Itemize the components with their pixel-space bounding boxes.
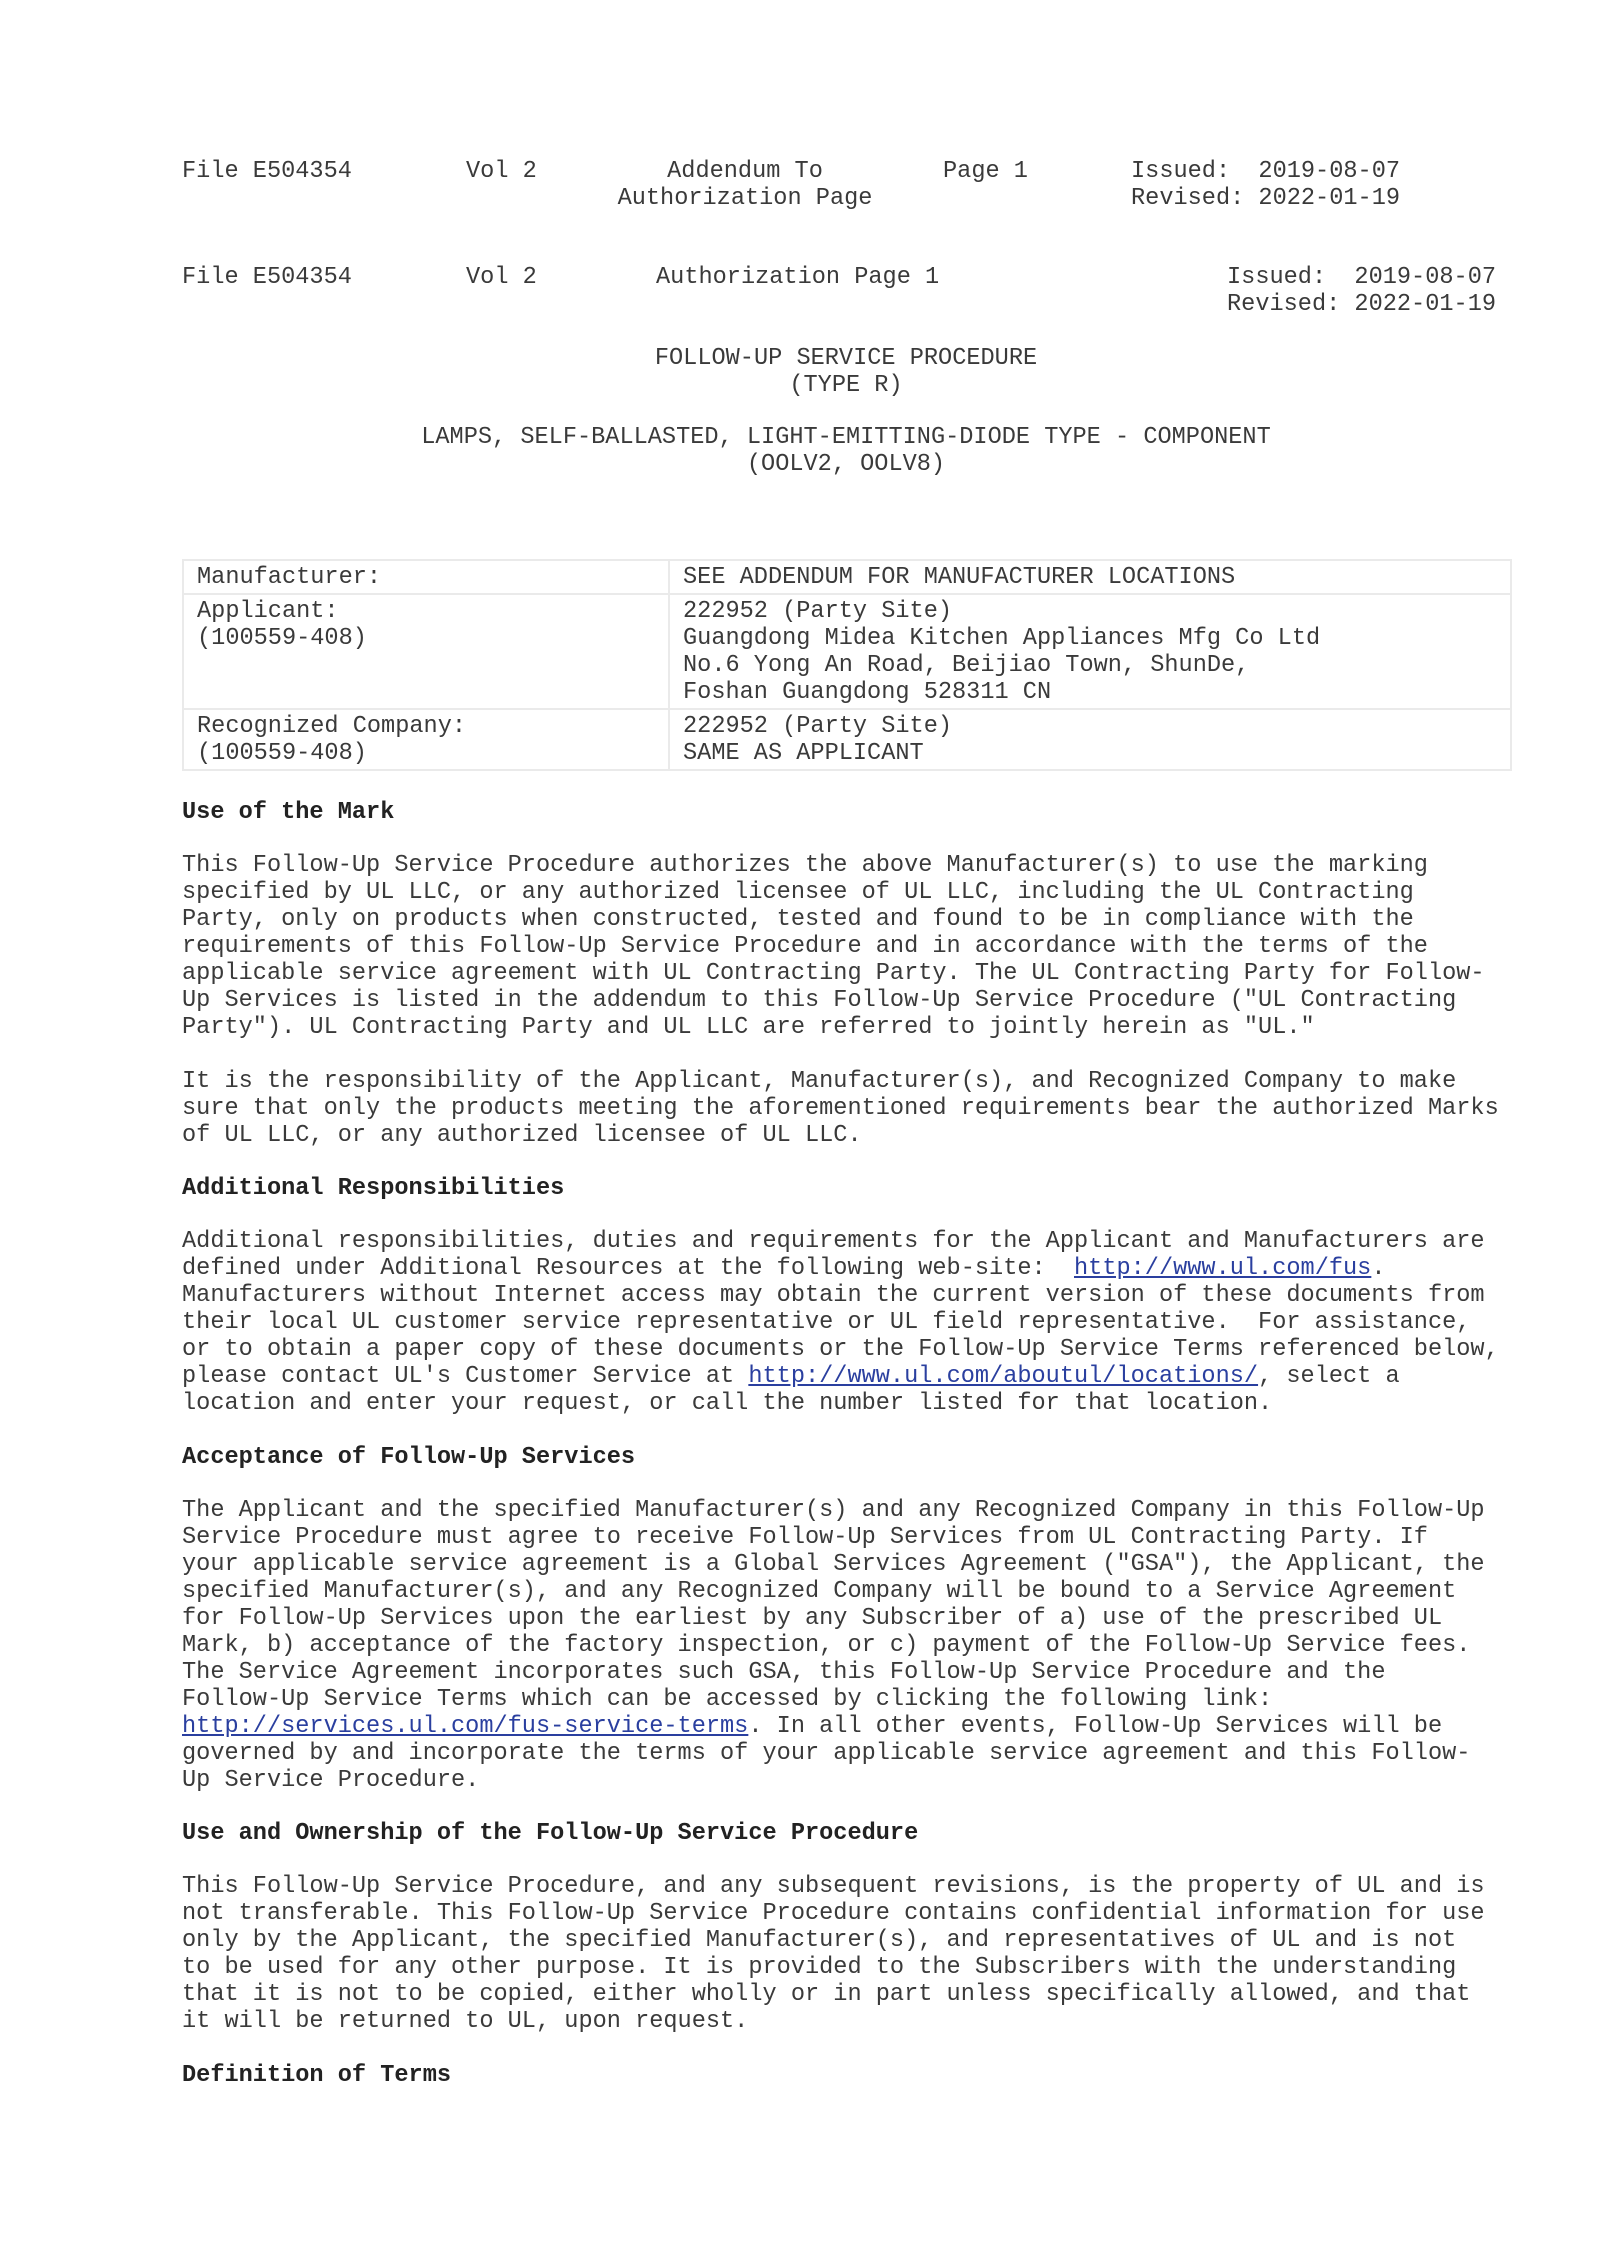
addendum-file-number: File E504354	[182, 158, 352, 185]
section-use-and-ownership	[182, 1820, 1485, 2035]
text-line: Follow-Up Service Terms which can be accessed by clicking the following link:	[182, 1686, 1273, 1713]
text-line: Up Services is listed in the addendum to this Follow-Up Service Procedure ("UL Contracting	[182, 987, 1457, 1014]
text-segment: .	[1371, 1255, 1386, 1282]
product-line1: LAMPS, SELF-BALLASTED, LIGHT-EMITTING-DIODE TYPE - COMPONENT	[421, 424, 1271, 451]
table-row	[183, 560, 1511, 594]
text-line	[182, 1255, 1499, 1282]
text-line: The Applicant and the specified Manufacturer(s) and any Recognized Company in this Follow-Up	[182, 1497, 1485, 1524]
text-line: This Follow-Up Service Procedure, and any subsequent revisions, is the property of UL and is	[182, 1873, 1485, 1900]
section-additional-responsibilities	[182, 1175, 1499, 1417]
table-row	[183, 594, 1511, 709]
text-line: to be used for any other purpose. It is provided to the Subscribers with the understanding	[182, 1954, 1457, 1981]
paragraph	[182, 1873, 1485, 2035]
hyperlink[interactable]: http://services.ul.com/fus-service-terms	[182, 1713, 749, 1740]
party-value: SEE ADDENDUM FOR MANUFACTURER LOCATIONS	[669, 560, 1511, 594]
text-line: governed by and incorporate the terms of your applicable service agreement and this Follow-	[182, 1740, 1471, 1767]
text-line: Up Service Procedure.	[182, 1767, 480, 1794]
paragraph	[182, 1497, 1485, 1794]
party-label: Recognized Company: (100559-408)	[183, 709, 669, 770]
text-line: it will be returned to UL, upon request.	[182, 2008, 749, 2035]
party-label: Manufacturer:	[183, 560, 669, 594]
issued-date: Issued: 2019-08-07	[1131, 158, 1401, 185]
section-heading: Definition of Terms	[182, 2062, 452, 2089]
hyperlink[interactable]: http://www.ul.com/aboutul/locations/	[748, 1363, 1259, 1390]
text-line: Service Procedure must agree to receive Follow-Up Services from UL Contracting Party. If	[182, 1524, 1428, 1551]
section-use-of-mark	[182, 799, 1499, 1149]
text-line: for Follow-Up Services upon the earliest by any Subscriber of a) use of the prescribed UL	[182, 1605, 1443, 1632]
text-line: Mark, b) acceptance of the factory inspection, or c) payment of the Follow-Up Service fees.	[182, 1632, 1471, 1659]
addendum-dates	[1131, 158, 1400, 212]
auth-page-title: Authorization Page 1	[656, 264, 940, 291]
text-line: specified Manufacturer(s), and any Recognized Company will be bound to a Service Agreement	[182, 1578, 1457, 1605]
revised-date: Revised: 2022-01-19	[1227, 291, 1497, 318]
section-definition-of-terms	[182, 2062, 451, 2089]
section-heading: Additional Responsibilities	[182, 1175, 565, 1202]
addendum-title-line1: Addendum To	[667, 158, 823, 185]
title-line1: FOLLOW-UP SERVICE PROCEDURE	[654, 345, 1038, 372]
text-line: requirements of this Follow-Up Service Procedure and in accordance with the terms of the	[182, 933, 1428, 960]
section-heading: Use and Ownership of the Follow-Up Service Procedure	[182, 1820, 919, 1847]
text-line: or to obtain a paper copy of these documents or the Follow-Up Service Terms referenced below,	[182, 1336, 1499, 1363]
text-line: This Follow-Up Service Procedure authorizes the above Manufacturer(s) to use the marking	[182, 852, 1428, 879]
revised-date: Revised: 2022-01-19	[1131, 185, 1401, 212]
auth-file-number: File E504354	[182, 264, 352, 291]
addendum-page: Page 1	[943, 158, 1028, 185]
issued-date: Issued: 2019-08-07	[1227, 264, 1497, 291]
text-segment: . In all other events, Follow-Up Services will be	[748, 1713, 1443, 1740]
text-line: location and enter your request, or call the number listed for that location.	[182, 1390, 1273, 1417]
text-segment: defined under Additional Resources at the following web-site:	[182, 1255, 1074, 1282]
addendum-title	[600, 158, 890, 212]
text-line: Additional responsibilities, duties and requirements for the Applicant and Manufacturers are	[182, 1228, 1485, 1255]
text-line	[182, 1713, 1485, 1740]
section-body	[182, 852, 1499, 1149]
addendum-volume: Vol 2	[466, 158, 537, 185]
text-line: of UL LLC, or any authorized licensee of UL LLC.	[182, 1122, 862, 1149]
text-line: only by the Applicant, the specified Manufacturer(s), and representatives of UL and is not	[182, 1927, 1457, 1954]
product-category	[0, 424, 1600, 478]
text-line: not transferable. This Follow-Up Service Procedure contains confidential information for use	[182, 1900, 1485, 1927]
section-acceptance	[182, 1444, 1485, 1794]
party-value: 222952 (Party Site) SAME AS APPLICANT	[669, 709, 1511, 770]
text-line: It is the responsibility of the Applicant, Manufacturer(s), and Recognized Company to make	[182, 1068, 1457, 1095]
text-line: your applicable service agreement is a Global Services Agreement ("GSA"), the Applicant, the	[182, 1551, 1485, 1578]
section-body	[182, 1228, 1499, 1417]
text-line: Party, only on products when constructed, tested and found to be in compliance with the	[182, 906, 1414, 933]
auth-volume: Vol 2	[466, 264, 537, 291]
text-line: The Service Agreement incorporates such GSA, this Follow-Up Service Procedure and the	[182, 1659, 1386, 1686]
text-line: specified by UL LLC, or any authorized licensee of UL LLC, including the UL Contracting	[182, 879, 1414, 906]
text-line: sure that only the products meeting the aforementioned requirements bear the authorized Marks	[182, 1095, 1499, 1122]
section-body	[182, 1873, 1485, 2035]
text-line: Manufacturers without Internet access may obtain the current version of these documents from	[182, 1282, 1485, 1309]
document-title	[0, 345, 1600, 399]
party-label: Applicant: (100559-408)	[183, 594, 669, 709]
table-row	[183, 709, 1511, 770]
auth-dates	[1227, 264, 1496, 318]
product-line2: (OOLV2, OOLV8)	[746, 451, 946, 478]
section-heading: Acceptance of Follow-Up Services	[182, 1444, 636, 1471]
paragraph	[182, 1228, 1499, 1417]
text-line	[182, 1363, 1499, 1390]
section-heading: Use of the Mark	[182, 799, 395, 826]
paragraph	[182, 852, 1499, 1041]
text-line: that it is not to be copied, either wholly or in part unless specifically allowed, and that	[182, 1981, 1471, 2008]
paragraph	[182, 1068, 1499, 1149]
party-value: 222952 (Party Site) Guangdong Midea Kitchen Appliances Mfg Co Ltd No.6 Yong An Road, Beijiao Town, ShunDe, Foshan Guangdong 528311 CN	[669, 594, 1511, 709]
text-line: applicable service agreement with UL Contracting Party. The UL Contracting Party for Follow-	[182, 960, 1485, 987]
title-line2: (TYPE R)	[789, 372, 903, 399]
addendum-title-line2: Authorization Page	[617, 185, 873, 212]
text-line: Party"). UL Contracting Party and UL LLC are referred to jointly herein as "UL."	[182, 1014, 1315, 1041]
text-segment: please contact UL's Customer Service at	[182, 1363, 749, 1390]
parties-table	[182, 559, 1512, 771]
section-body	[182, 1497, 1485, 1794]
text-line: their local UL customer service representative or UL field representative. For assistance,	[182, 1309, 1471, 1336]
hyperlink[interactable]: http://www.ul.com/fus	[1074, 1255, 1372, 1282]
text-segment: , select a	[1258, 1363, 1400, 1390]
